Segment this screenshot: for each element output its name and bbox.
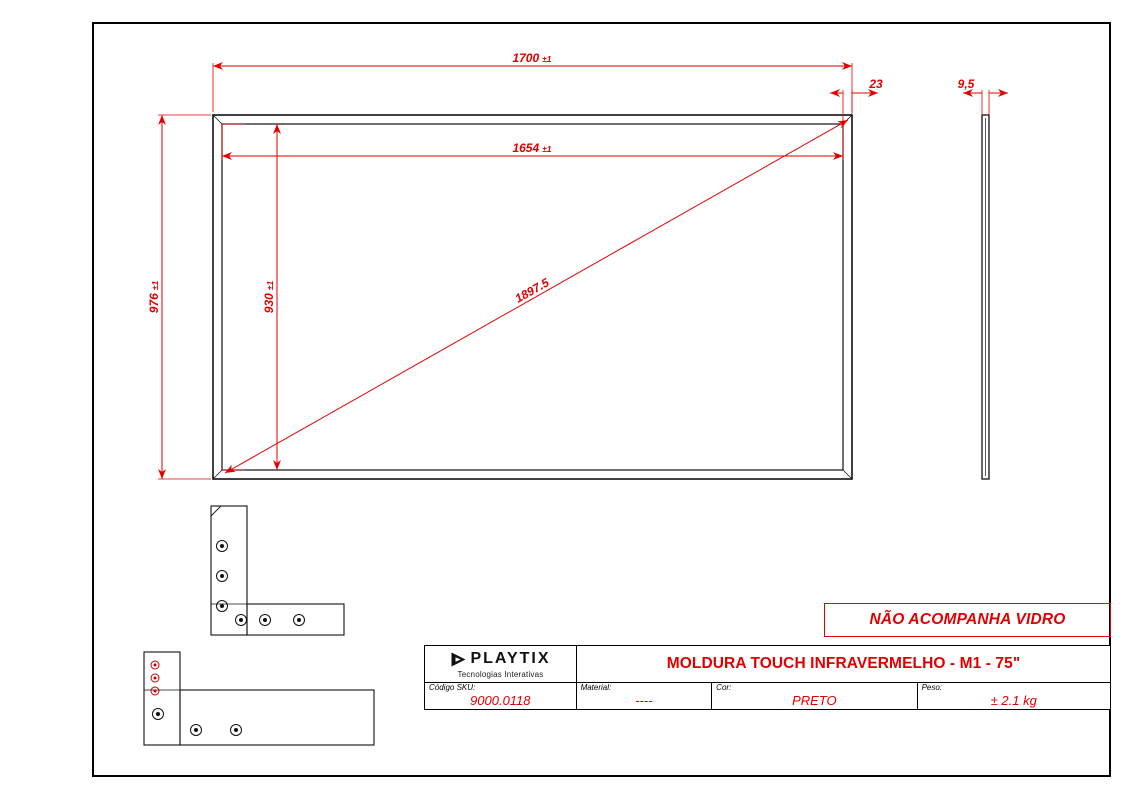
dimension-inner-width <box>222 124 843 160</box>
field-material <box>577 683 713 710</box>
field-material-value: ---- <box>635 693 653 708</box>
svg-text:1700±1 <box>512 51 551 65</box>
dim-1700-value: 1700 <box>512 51 540 65</box>
screw-holes-upper <box>217 541 305 626</box>
dim-1897-value: 1897.5 <box>512 275 552 306</box>
detail-corner-bracket-lower <box>144 652 374 745</box>
note-box <box>824 603 1111 637</box>
dim-976-tol: ±1 <box>150 280 160 291</box>
title-block-header <box>425 646 1110 683</box>
dimension-inner-height <box>222 124 277 470</box>
field-color-label: Cor: <box>716 683 732 692</box>
svg-text:1897.5 <box>513 275 552 305</box>
drawing-title: MOLDURA TOUCH INFRAVERMELHO - M1 - 75" <box>666 655 1021 672</box>
dimension-diagonal <box>225 120 848 473</box>
company-logo <box>425 646 577 682</box>
field-color <box>712 683 917 710</box>
dim-1654-tol: ±1 <box>542 144 552 154</box>
dim-23-value: 23 <box>869 77 883 91</box>
svg-text:1654±1 <box>512 141 551 155</box>
triangle-play-icon <box>450 651 467 668</box>
dimension-overall-height <box>147 115 211 479</box>
field-weight-value: ± 2.1 kg <box>990 693 1037 708</box>
dim-1700-tol: ±1 <box>542 54 552 64</box>
field-weight <box>918 683 1110 710</box>
logo-tagline: Tecnologias Interativas <box>457 669 544 679</box>
dim-1654-value: 1654 <box>512 141 540 155</box>
field-sku <box>425 683 577 710</box>
field-material-label: Material: <box>580 683 612 692</box>
dim-930-tol: ±1 <box>265 280 275 291</box>
title-block-fields <box>425 683 1110 710</box>
svg-text:9,5 <box>958 77 975 91</box>
screw-holes-lower <box>153 709 242 736</box>
field-weight-label: Peso: <box>921 683 943 692</box>
note-text: NÃO ACOMPANHA VIDRO <box>869 611 1066 628</box>
dim-95-value: 9,5 <box>957 77 975 91</box>
svg-text:930±1 <box>262 281 276 314</box>
field-sku-label: Código SKU: <box>429 683 476 692</box>
svg-text:23 <box>868 77 883 91</box>
detail-corner-bracket-upper <box>211 506 344 635</box>
field-color-value: PRETO <box>792 693 837 708</box>
logo-wordmark: PLAYTIX <box>470 650 551 667</box>
dim-930-value: 930 <box>262 293 276 314</box>
svg-text:976±1 <box>147 281 161 314</box>
side-view-profile <box>982 115 989 479</box>
field-sku-value: 9000.0118 <box>470 693 531 708</box>
dimension-profile-depth <box>958 77 1008 115</box>
dim-976-value: 976 <box>147 293 161 314</box>
dimension-overall-width <box>213 51 852 112</box>
dimension-profile-width <box>830 77 883 124</box>
title-block <box>424 645 1111 710</box>
